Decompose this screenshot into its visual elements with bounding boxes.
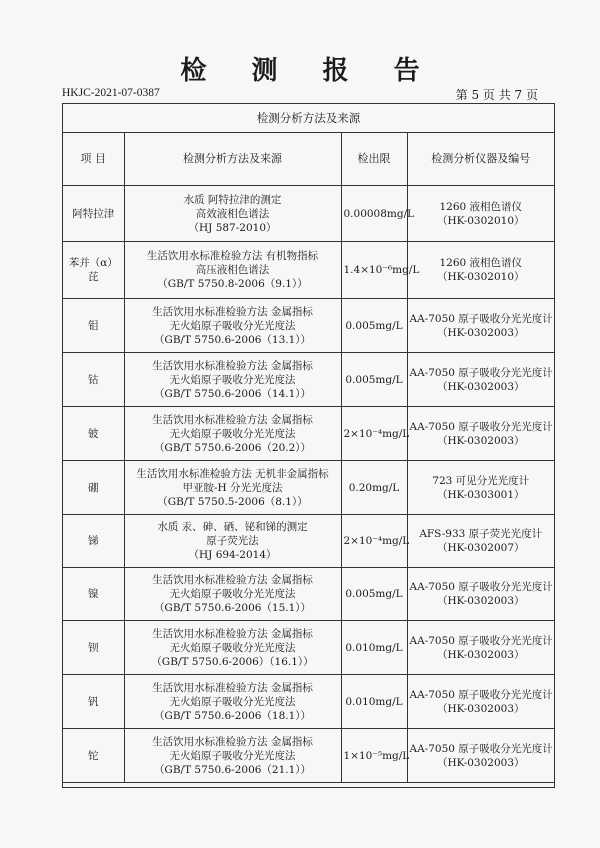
method-line: （GB/T 5750.6-2006）（16.1）） <box>151 655 314 668</box>
row-detection-limit: 1.4×10⁻⁶mg/L <box>341 242 407 299</box>
instrument-line: （HK-0302003） <box>436 434 525 447</box>
method-line: （GB/T 5750.6-2006（21.1）） <box>153 763 312 776</box>
method-line: 生活饮用水标准检验方法 金属指标 <box>152 305 313 318</box>
column-header-instrument: 检测分析仪器及编号 <box>407 133 554 186</box>
method-line: （GB/T 5750.8-2006（9.1）） <box>157 278 308 290</box>
method-line: 无火焰原子吸收分光光度法 <box>169 588 296 600</box>
table-row <box>63 729 554 783</box>
row-detection-limit: 0.005mg/L <box>341 568 407 621</box>
table-row <box>63 675 554 729</box>
row-method <box>124 407 341 461</box>
row-method <box>124 515 341 568</box>
row-method <box>124 621 341 675</box>
table-row <box>63 353 554 407</box>
method-line: 无火焰原子吸收分光光度法 <box>169 319 296 332</box>
instrument-line: AA-7050 原子吸收分光光度计 <box>409 688 553 701</box>
method-line: （GB/T 5750.6-2006（14.1）） <box>153 387 312 400</box>
table-row <box>63 621 554 675</box>
method-line: 水质 汞、砷、硒、铋和锑的测定 <box>157 521 308 533</box>
method-line: 原子荧光法 <box>206 535 259 547</box>
method-line: 生活饮用水标准检验方法 金属指标 <box>152 574 313 586</box>
table-row <box>63 461 554 515</box>
instrument-line: 1260 液相色谱仪 <box>439 257 523 269</box>
instrument-line: （HK-0302003） <box>436 756 525 769</box>
row-detection-limit: 0.005mg/L <box>341 353 407 407</box>
row-instrument <box>407 568 554 621</box>
row-instrument <box>407 186 554 242</box>
row-detection-limit: 2×10⁻⁴mg/L <box>341 515 407 568</box>
instrument-line: AFS-933 原子荧光光度计 <box>419 528 543 540</box>
instrument-line: （HK-0302007） <box>436 542 525 554</box>
method-line: （HJ 587-2010） <box>188 221 277 234</box>
method-line: 无火焰原子吸收分光光度法 <box>169 641 296 654</box>
instrument-line: （HK-0302003） <box>436 702 525 715</box>
method-line: 生活饮用水标准检验方法 金属指标 <box>152 359 313 372</box>
instrument-line: AA-7050 原子吸收分光光度计 <box>409 634 553 647</box>
row-detection-limit: 1×10⁻⁵mg/L <box>341 729 407 783</box>
instrument-line: （HK-0302003） <box>436 648 525 661</box>
instrument-line: 723 可见分光光度计 <box>432 474 530 487</box>
method-line: 甲亚胺-H 分光光度法 <box>182 481 283 494</box>
row-item-name: 钴 <box>63 353 124 407</box>
method-line: 无火焰原子吸收分光光度法 <box>169 695 296 708</box>
method-line: （GB/T 5750.5-2006（8.1）） <box>157 495 308 508</box>
instrument-line: 1260 液相色谱仪 <box>439 200 523 213</box>
row-method <box>124 568 341 621</box>
instrument-line: AA-7050 原子吸收分光光度计 <box>409 420 553 433</box>
row-item-name: 铊 <box>63 729 124 783</box>
row-item-name: 镍 <box>63 568 124 621</box>
instrument-line: AA-7050 原子吸收分光光度计 <box>409 581 553 593</box>
row-instrument <box>407 407 554 461</box>
method-line: 高压液相色谱法 <box>195 264 270 276</box>
report-title: 检 测 报 告 <box>180 56 438 86</box>
method-line: 水质 阿特拉津的测定 <box>183 193 282 206</box>
row-detection-limit: 0.010mg/L <box>341 675 407 729</box>
method-line: 无火焰原子吸收分光光度法 <box>169 373 296 386</box>
row-item-name: 钼 <box>63 299 124 353</box>
method-line: （GB/T 5750.6-2006（13.1）） <box>153 333 312 346</box>
row-method <box>124 186 341 242</box>
table-body <box>63 186 554 783</box>
table-row <box>63 407 554 461</box>
row-detection-limit: 0.005mg/L <box>341 299 407 353</box>
row-method <box>124 729 341 783</box>
methods-table <box>63 133 554 783</box>
row-instrument <box>407 353 554 407</box>
row-instrument <box>407 461 554 515</box>
section-title: 检测分析方法及来源 <box>63 104 554 133</box>
row-method <box>124 299 341 353</box>
instrument-line: （HK-0303001） <box>436 488 525 501</box>
row-detection-limit: 0.00008mg/L <box>341 186 407 242</box>
method-line: （HJ 694-2014） <box>188 549 277 561</box>
method-line: （GB/T 5750.6-2006（20.2）） <box>153 441 312 454</box>
method-line: 生活饮用水标准检验方法 无机非金属指标 <box>136 467 329 480</box>
page-indicator: 第 5 页 共 7 页 <box>455 88 538 102</box>
table-row <box>63 515 554 568</box>
row-item-name: 铍 <box>63 407 124 461</box>
table-row <box>63 186 554 242</box>
row-instrument <box>407 621 554 675</box>
row-item-name: 硼 <box>63 461 124 515</box>
method-line: 生活饮用水标准检验方法 金属指标 <box>152 413 313 426</box>
row-method <box>124 675 341 729</box>
row-item-name: 苯并（α）芘 <box>63 242 124 299</box>
table-row <box>63 568 554 621</box>
row-detection-limit: 0.010mg/L <box>341 621 407 675</box>
method-line: 生活饮用水标准检验方法 金属指标 <box>152 681 313 694</box>
column-header-item: 项 目 <box>63 133 124 186</box>
column-header-limit: 检出限 <box>341 133 407 186</box>
row-method <box>124 461 341 515</box>
row-instrument <box>407 299 554 353</box>
method-line: 生活饮用水标准检验方法 金属指标 <box>152 627 313 640</box>
instrument-line: （HK-0302003） <box>436 326 525 339</box>
instrument-line: （HK-0302003） <box>436 595 525 607</box>
row-item-name: 钡 <box>63 621 124 675</box>
report-number: HKJC-2021-07-0387 <box>62 87 160 99</box>
instrument-line: AA-7050 原子吸收分光光度计 <box>409 742 553 755</box>
table-header-row <box>63 133 554 186</box>
method-line: 无火焰原子吸收分光光度法 <box>169 749 296 762</box>
row-instrument <box>407 515 554 568</box>
method-line: 高效液相色谱法 <box>195 207 270 220</box>
table-row <box>63 242 554 299</box>
row-item-name: 钒 <box>63 675 124 729</box>
row-method <box>124 353 341 407</box>
row-item-name: 锑 <box>63 515 124 568</box>
column-header-method: 检测分析方法及来源 <box>124 133 341 186</box>
method-line: 生活饮用水标准检验方法 金属指标 <box>152 735 313 748</box>
row-instrument <box>407 675 554 729</box>
row-detection-limit: 0.20mg/L <box>341 461 407 515</box>
instrument-line: AA-7050 原子吸收分光光度计 <box>409 312 553 325</box>
method-line: （GB/T 5750.6-2006（18.1）） <box>153 709 312 722</box>
instrument-line: （HK-0302003） <box>436 380 525 393</box>
method-line: （GB/T 5750.6-2006（15.1）） <box>153 602 312 614</box>
instrument-line: （HK-0302010） <box>436 214 525 227</box>
row-instrument <box>407 242 554 299</box>
row-instrument <box>407 729 554 783</box>
row-item-name: 阿特拉津 <box>63 186 124 242</box>
instrument-line: （HK-0302010） <box>436 271 525 283</box>
table-row <box>63 299 554 353</box>
instrument-line: AA-7050 原子吸收分光光度计 <box>409 366 553 379</box>
row-detection-limit: 2×10⁻⁴mg/L <box>341 407 407 461</box>
methods-sheet <box>62 103 555 788</box>
method-line: 生活饮用水标准检验方法 有机物指标 <box>146 250 319 262</box>
row-method <box>124 242 341 299</box>
method-line: 无火焰原子吸收分光光度法 <box>169 427 296 440</box>
